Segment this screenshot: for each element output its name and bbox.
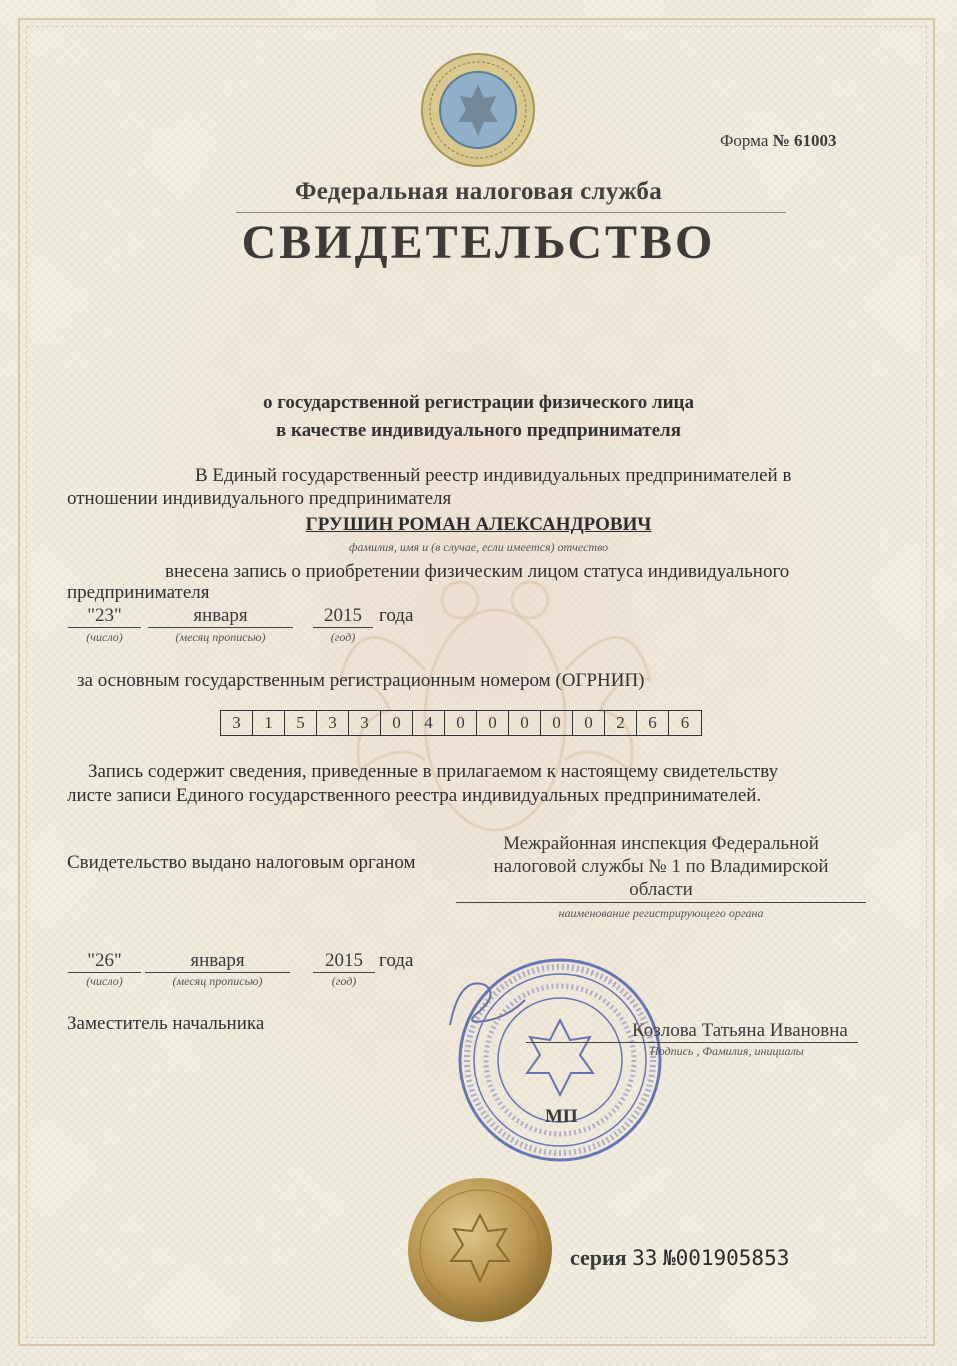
- record-date-year-hint: (год): [330, 630, 356, 644]
- authority-line-3: области: [629, 879, 693, 900]
- paragraph-2-line-2: предпринимателя: [67, 582, 210, 603]
- document-title: СВИДЕТЕЛЬСТВО: [241, 216, 716, 269]
- series-value: 33: [632, 1246, 658, 1270]
- hologram-emblem-icon: [420, 52, 536, 168]
- issue-date-day: "26": [68, 950, 141, 973]
- ogrnip-digit: 0: [381, 711, 413, 735]
- issue-date-day-hint: (число): [86, 974, 123, 988]
- paragraph-3: за основным государственным регистрационным номером (ОГРНИП): [77, 670, 645, 691]
- issuing-authority: [456, 832, 866, 901]
- person-name: ГРУШИН РОМАН АЛЕКСАНДРОВИЧ: [305, 514, 652, 535]
- signer-position: Заместитель начальника: [67, 1013, 265, 1034]
- subtitle-line-1: о государственной регистрации физического лица: [263, 392, 694, 413]
- form-number: [720, 131, 836, 151]
- issue-date-month-hint: (месяц прописью): [172, 974, 263, 988]
- ogrnip-digit: 5: [285, 711, 317, 735]
- authority-line-1: Межрайонная инспекция Федеральной: [503, 833, 819, 854]
- name-hint: фамилия, имя и (в случае, если имеется) отчество: [348, 540, 609, 554]
- paragraph-4-line-1: Запись содержит сведения, приведенные в прилагаемом к настоящему свидетельству: [88, 761, 779, 782]
- issue-date-year: 2015: [313, 950, 375, 973]
- gold-seal-icon: [405, 1175, 555, 1325]
- record-date-month-hint: (месяц прописью): [175, 630, 266, 644]
- ogrnip-digit: 0: [573, 711, 605, 735]
- paragraph-4-line-2: листе записи Единого государственного реестра индивидуальных предпринимателей.: [67, 785, 762, 806]
- ogrnip-digit: 3: [317, 711, 349, 735]
- stamp-place-mark: МП: [545, 1106, 578, 1127]
- record-date-day-hint: (число): [86, 630, 123, 644]
- signer-name: Козлова Татьяна Ивановна: [632, 1020, 848, 1041]
- authority-underline: [456, 902, 866, 903]
- record-date-year: 2015: [313, 605, 373, 628]
- paragraph-2-line-1: внесена запись о приобретении физическим лицом статуса индивидуального: [165, 561, 790, 582]
- ogrnip-number-boxes: [220, 710, 702, 736]
- ogrnip-digit: 1: [253, 711, 285, 735]
- certificate-series: [570, 1245, 789, 1271]
- paragraph-1-line-1: В Единый государственный реестр индивидуальных предпринимателей в: [195, 465, 792, 486]
- ogrnip-digit: 0: [541, 711, 573, 735]
- authority-line-2: налоговой службы № 1 по Владимирской: [493, 856, 829, 877]
- record-date-day: "23": [68, 605, 141, 628]
- form-number-value: № 61003: [772, 131, 837, 150]
- issue-date-year-hint: (год): [331, 974, 357, 988]
- ogrnip-digit: 3: [221, 711, 253, 735]
- form-label: Форма: [720, 131, 769, 150]
- issuer-name: Федеральная налоговая служба: [294, 178, 663, 205]
- series-label: серия: [570, 1245, 627, 1270]
- ogrnip-digit: 4: [413, 711, 445, 735]
- ogrnip-digit: 0: [509, 711, 541, 735]
- ogrnip-digit: 0: [445, 711, 477, 735]
- ogrnip-digit: 0: [477, 711, 509, 735]
- issue-date-month: января: [145, 950, 290, 973]
- issue-date-suffix: года: [379, 950, 414, 971]
- signature-hint: Подпись , Фамилия, инициалы: [650, 1044, 804, 1058]
- subtitle-line-2: в качестве индивидуального предпринимателя: [276, 420, 681, 441]
- certificate-number: №001905853: [662, 1246, 790, 1270]
- ogrnip-digit: 6: [637, 711, 669, 735]
- signature-icon: [440, 970, 530, 1040]
- record-date-suffix: года: [379, 605, 414, 626]
- signature-underline: [526, 1042, 858, 1043]
- record-date-month: января: [148, 605, 293, 628]
- ogrnip-digit: 6: [680, 713, 690, 732]
- paragraph-1-line-2: отношении индивидуального предпринимателя: [67, 488, 452, 509]
- title-divider: [236, 212, 786, 213]
- ogrnip-digit: 2: [605, 711, 637, 735]
- issued-by-label: Свидетельство выдано налоговым органом: [67, 852, 416, 873]
- authority-hint: наименование регистрирующего органа: [558, 906, 764, 920]
- ogrnip-digit: 3: [349, 711, 381, 735]
